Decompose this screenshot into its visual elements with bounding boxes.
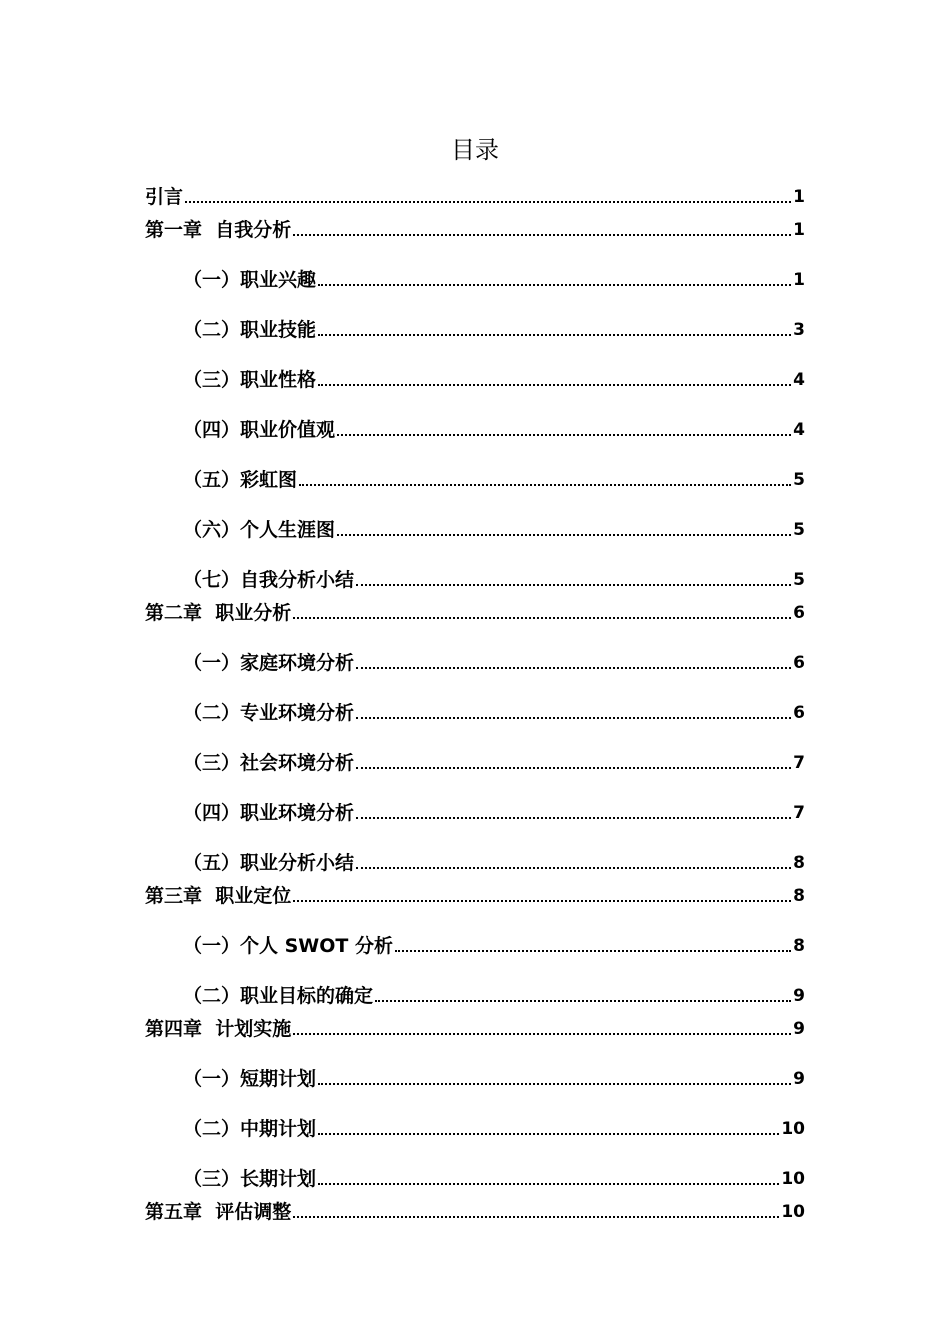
toc-section-entry[interactable]: [145, 675, 805, 725]
dot-leader: [356, 867, 791, 869]
toc-page-number: 5: [793, 520, 805, 540]
toc-section-entry[interactable]: [145, 958, 805, 1008]
toc-chapter-entry[interactable]: [145, 209, 805, 242]
toc-page-number: 10: [781, 1169, 805, 1189]
toc-entry-label: 第一章 自我分析: [145, 219, 292, 241]
toc-page-number: 10: [781, 1119, 805, 1139]
dot-leader: [318, 1083, 791, 1085]
toc-page-number: 9: [793, 986, 805, 1006]
toc-page-number: 6: [793, 653, 805, 673]
toc-chapter-entry[interactable]: [145, 1191, 805, 1224]
toc-entry-label: （二）职业技能: [183, 319, 317, 341]
toc-entry-label: （五）职业分析小结: [183, 852, 355, 874]
toc-chapter-entry[interactable]: [145, 592, 805, 625]
toc-entry-label: 第五章 评估调整: [145, 1201, 292, 1223]
toc-page-number: 6: [793, 703, 805, 723]
toc-page-number: 3: [793, 320, 805, 340]
toc-entry-label: （二）中期计划: [183, 1118, 317, 1140]
toc-page-number: 10: [781, 1202, 805, 1222]
toc-page-number: 1: [793, 220, 805, 240]
toc-entry-label: （一）个人 SWOT 分析: [183, 935, 393, 957]
toc-page-number: 1: [793, 187, 805, 207]
toc-section-entry[interactable]: [145, 1091, 805, 1141]
toc-section-entry[interactable]: [145, 625, 805, 675]
dot-leader: [356, 767, 791, 769]
dot-leader: [299, 484, 791, 486]
toc-page-number: 5: [793, 470, 805, 490]
dot-leader: [293, 1033, 791, 1035]
toc-page-number: 8: [793, 936, 805, 956]
toc-page-number: 9: [793, 1019, 805, 1039]
toc-section-entry[interactable]: [145, 442, 805, 492]
toc-page-number: 8: [793, 853, 805, 873]
dot-leader: [293, 234, 791, 236]
toc-entry-label: 第四章 计划实施: [145, 1018, 292, 1040]
toc-entry-label: （三）长期计划: [183, 1168, 317, 1190]
toc-section-entry[interactable]: [145, 242, 805, 292]
toc-page-number: 7: [793, 753, 805, 773]
dot-leader: [293, 900, 791, 902]
toc-section-entry[interactable]: [145, 292, 805, 342]
dot-leader: [185, 201, 791, 203]
table-of-contents: [145, 176, 805, 1224]
toc-page-number: 9: [793, 1069, 805, 1089]
toc-section-entry[interactable]: [145, 775, 805, 825]
toc-section-entry[interactable]: [145, 908, 805, 958]
dot-leader: [293, 617, 791, 619]
toc-entry-label: （一）职业兴趣: [183, 269, 317, 291]
toc-page-number: 4: [793, 370, 805, 390]
toc-section-entry[interactable]: [145, 392, 805, 442]
toc-entry-label: 第二章 职业分析: [145, 602, 292, 624]
toc-chapter-entry[interactable]: [145, 176, 805, 209]
toc-entry-label: （二）职业目标的确定: [183, 985, 374, 1007]
toc-section-entry[interactable]: [145, 342, 805, 392]
dot-leader: [318, 1133, 779, 1135]
dot-leader: [318, 384, 791, 386]
toc-section-entry[interactable]: [145, 542, 805, 592]
toc-entry-label: （一）家庭环境分析: [183, 652, 355, 674]
toc-entry-label: （七）自我分析小结: [183, 569, 355, 591]
toc-entry-label: （四）职业环境分析: [183, 802, 355, 824]
toc-section-entry[interactable]: [145, 1141, 805, 1191]
toc-entry-label: （四）职业价值观: [183, 419, 336, 441]
dot-leader: [356, 667, 791, 669]
toc-section-entry[interactable]: [145, 725, 805, 775]
toc-page-number: 6: [793, 603, 805, 623]
toc-page-number: 4: [793, 420, 805, 440]
toc-entry-label: 第三章 职业定位: [145, 885, 292, 907]
toc-page-number: 7: [793, 803, 805, 823]
dot-leader: [337, 434, 791, 436]
toc-entry-label: （五）彩虹图: [183, 469, 298, 491]
dot-leader: [318, 1183, 779, 1185]
dot-leader: [293, 1216, 779, 1218]
toc-entry-label: （三）社会环境分析: [183, 752, 355, 774]
toc-section-entry[interactable]: [145, 1041, 805, 1091]
toc-section-entry[interactable]: [145, 825, 805, 875]
dot-leader: [395, 950, 791, 952]
dot-leader: [356, 717, 791, 719]
toc-entry-label: （三）职业性格: [183, 369, 317, 391]
toc-chapter-entry[interactable]: [145, 875, 805, 908]
toc-section-entry[interactable]: [145, 492, 805, 542]
toc-chapter-entry[interactable]: [145, 1008, 805, 1041]
dot-leader: [356, 817, 791, 819]
dot-leader: [375, 1000, 791, 1002]
toc-entry-label: （六）个人生涯图: [183, 519, 336, 541]
page-title: 目录: [451, 136, 499, 164]
toc-entry-label: （二）专业环境分析: [183, 702, 355, 724]
toc-entry-label: （一）短期计划: [183, 1068, 317, 1090]
dot-leader: [356, 584, 791, 586]
toc-page-number: 8: [793, 886, 805, 906]
toc-page-number: 5: [793, 570, 805, 590]
toc-page-number: 1: [793, 270, 805, 290]
dot-leader: [337, 534, 791, 536]
dot-leader: [318, 284, 791, 286]
toc-entry-label: 引言: [145, 186, 184, 208]
dot-leader: [318, 334, 791, 336]
